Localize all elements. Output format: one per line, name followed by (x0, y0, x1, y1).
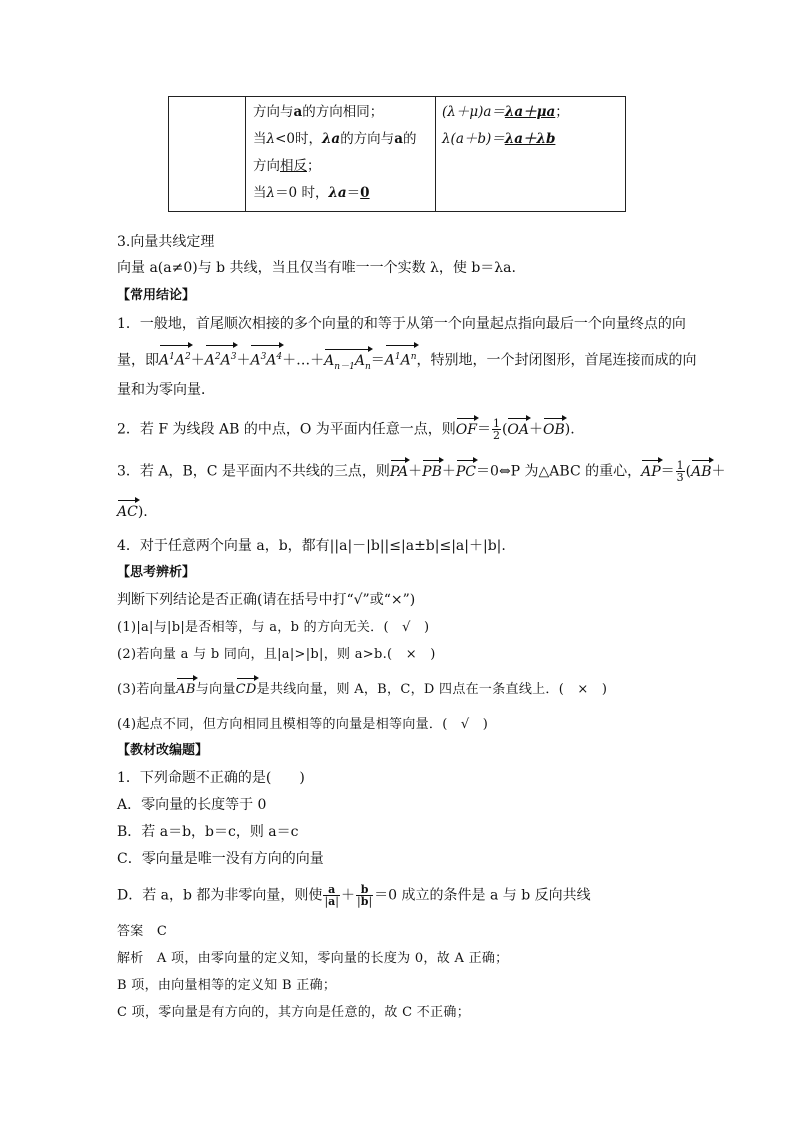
text-fragment: ； (307, 158, 321, 174)
text-fragment: 是共线向量，则 A，B，C，D 四点在一条直线上．( × ) (256, 682, 608, 697)
conclusion-1-line-1: 1．一般地，首尾顺次相接的多个向量的和等于从第一个向量起点指向最后一个向量终点的向 (117, 316, 686, 332)
question-1: 1．下列命题不正确的是( ) (117, 770, 305, 786)
answer-line: 答案 C (117, 924, 168, 939)
conclusion-4: 4．对于任意两个向量 a，b，都有||a|－|b||≤|a±b|≤|a|＋|b|. (117, 538, 506, 554)
section-title-common-conclusions: 【常用结论】 (117, 288, 196, 303)
text-fragment: (λ＋μ)a＝ (442, 104, 505, 120)
text-fragment: 当 (253, 131, 267, 147)
text-fragment: 相反 (280, 158, 307, 174)
conclusion-2: 2．若 F 为线段 AB 的中点，O 为平面内任意一点，则OF＝ $\frac{1}{2}$ (OA＋OB). (117, 417, 575, 442)
explanation-line-2: B 项，由向量相等的定义知 B 正确； (117, 978, 337, 993)
section-title-textbook: 【教材改编题】 (117, 743, 209, 758)
text-fragment: 的 (402, 131, 417, 147)
text-fragment: 0 (360, 185, 370, 201)
text-fragment: λa＋λb (504, 131, 556, 147)
explanation-line-3: C 项，零向量是有方向的，其方向是任意的，故 C 不正确； (117, 1005, 470, 1020)
table-cell-empty (169, 97, 246, 212)
conclusion-1-line-3: 量和为零向量． (117, 382, 215, 398)
think-intro: 判断下列结论是否正确(请在括号中打“√”或“×”) (117, 592, 416, 608)
text-fragment: a (293, 104, 303, 120)
text-fragment: λ(a＋b)＝ (442, 131, 505, 147)
text-fragment: ＝ (346, 185, 361, 201)
text-fragment: ，特别地，一个封闭图形，首尾连接而成的向 (416, 352, 697, 369)
text-fragment: D．若 a，b 都为非零向量，则使 (117, 887, 323, 904)
vector-operation-table (168, 96, 626, 212)
option-c: C．零向量是唯一没有方向的向量 (117, 851, 324, 867)
text-fragment: 2．若 F 为线段 AB 的中点，O 为平面内任意一点，则 (117, 421, 456, 438)
text-fragment: λ (266, 131, 276, 147)
explanation-line-1: 解析 A 项，由零向量的定义知，零向量的长度为 0，故 A 正确； (117, 951, 509, 966)
text-fragment: ＝0⇔P 为△ABC 的重心， (476, 463, 642, 480)
text-fragment: ＋…＋ (282, 352, 325, 369)
text-fragment: 的方向相同； (302, 104, 384, 120)
text-fragment: λa (321, 131, 341, 147)
conclusion-1-line-2: 量，即$A^1A^2+A^2A^3+A^3A^4+\dots+A_{n-1}A_n=A^1A^n$，特别地，一个封闭图形，首尾连接而成的向 (117, 347, 697, 376)
text-fragment: (3)若向量 (117, 682, 177, 697)
text-fragment: λa＋μa (504, 104, 556, 120)
think-item-1: (1)|a|与|b|是否相等，与 a，b 的方向无关．( √ ) (117, 620, 430, 635)
text-fragment: 方向 (253, 158, 280, 174)
text-fragment: 与向量 (195, 682, 236, 697)
option-b: B．若 a＝b，b＝c，则 a＝c (117, 824, 299, 840)
text-fragment: ＝0 成立的条件是 a 与 b 反向共线 (374, 887, 591, 904)
text-fragment: 方向与 (253, 104, 294, 120)
think-item-4: (4)起点不同，但方向相同且模相等的向量是相等向量．( √ ) (117, 717, 489, 732)
conclusion-3-line-2: AC). (117, 504, 148, 520)
think-item-2: (2)若向量 a 与 b 同向，且|a|>|b|，则 a>b.( × ) (117, 647, 436, 662)
text-fragment: 的方向与 (340, 131, 395, 147)
text-fragment: 当 (253, 185, 267, 201)
think-item-3: (3)若向量AB与向量CD是共线向量，则 A，B，C，D 四点在一条直线上．( × ) (117, 680, 607, 700)
option-a: A．零向量的长度等于 0 (117, 797, 267, 813)
table-cell-distributive-laws (436, 97, 626, 212)
section-title-think: 【思考辨析】 (117, 565, 196, 580)
text-fragment: 量，即 (117, 352, 159, 369)
text-fragment: 3．若 A，B，C 是平面内不共线的三点，则 (117, 463, 390, 480)
conclusion-3-line-1: 3．若 A，B，C 是平面内不共线的三点，则PA＋PB＋PC＝0⇔P 为△ABC 的重心，AP＝ $\frac{1}{3}$ (AB＋ (117, 459, 726, 484)
text-fragment: λa (328, 185, 347, 201)
text-fragment: a (394, 131, 403, 147)
text-fragment: ； (555, 104, 569, 120)
text-fragment: <0时， (275, 131, 322, 147)
text-fragment: ＝0 时， (275, 185, 329, 201)
text-fragment: ＝ (370, 352, 385, 369)
section-title-collinear-theorem: 3.向量共线定理 (117, 234, 215, 250)
option-d: D．若 a，b 都为非零向量，则使 $\frac{a}{|a|}$ ＋ $\frac{b}{|b|}$ ＝0 成立的条件是 a 与 b 反向共线 (117, 883, 591, 908)
table-cell-scalar-rules (246, 97, 436, 212)
theorem-statement: 向量 a(a≠0)与 b 共线，当且仅当有唯一一个实数 λ，使 b＝λa. (117, 260, 516, 276)
text-fragment: λ (266, 185, 276, 201)
